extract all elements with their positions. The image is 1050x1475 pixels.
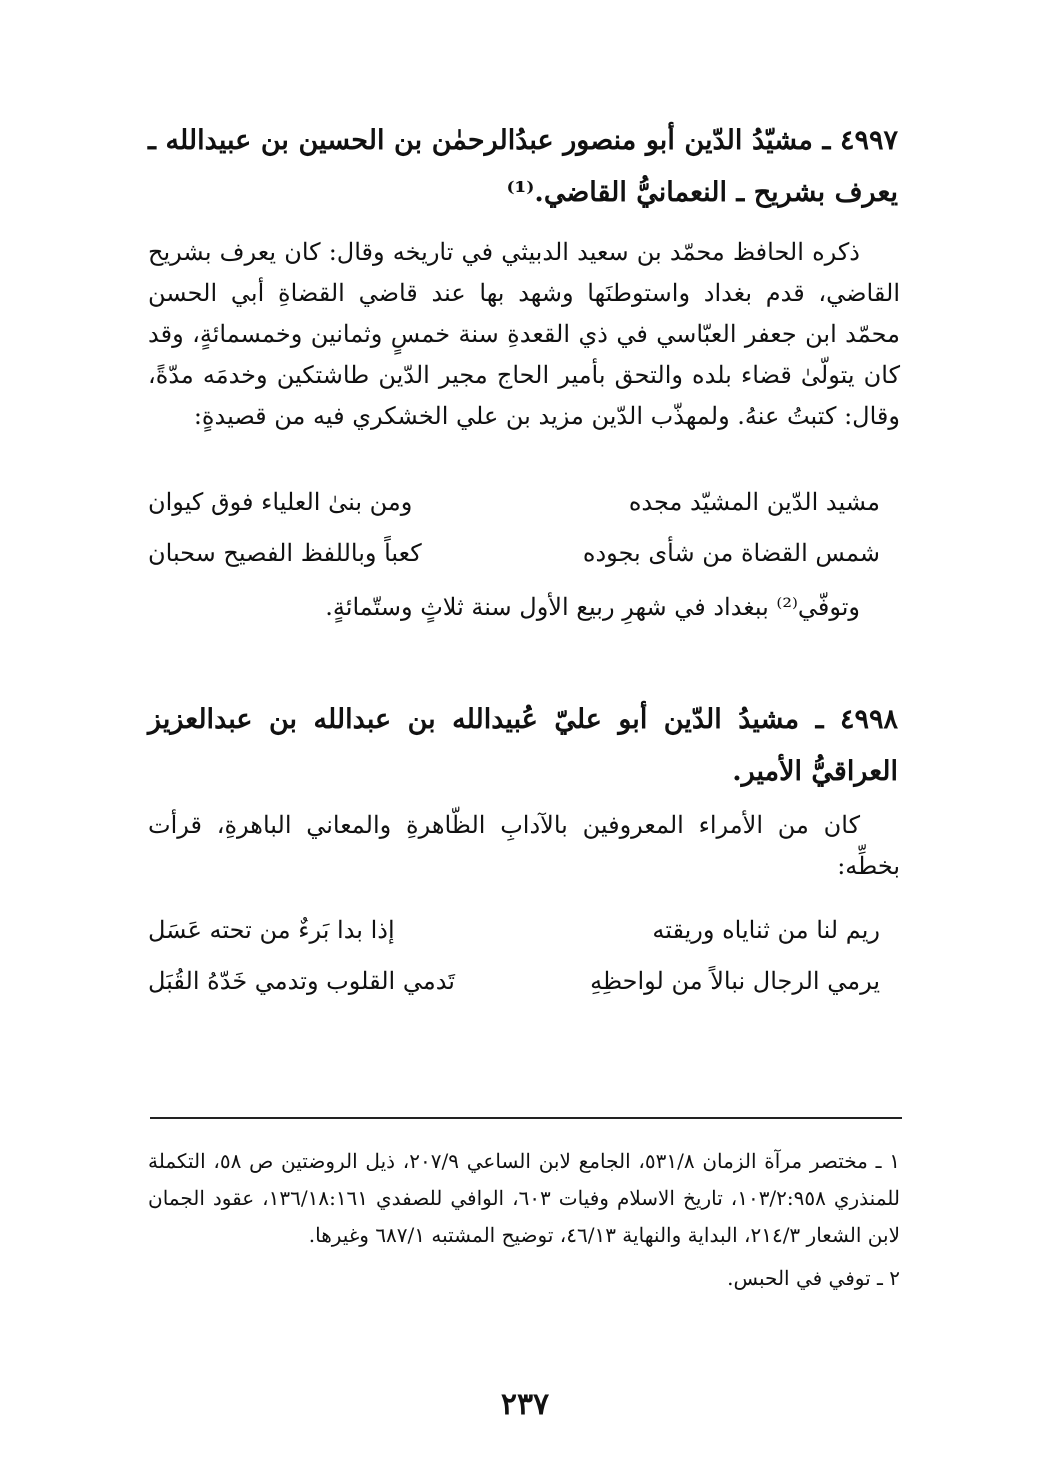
footnote-1: ١ ـ مختصر مرآة الزمان ٥٣١/٨، الجامع لابن الساعي ٢٠٧/٩، ذيل الروضتين ص ٥٨، التكملة للمنذري ١٠٣/٢:٩٥٨، تاريخ الاسلام وفيات ٦٠٣، الوافي للصفدي ١٣٦/١٨:١٦١، عقود الجمان لابن الشعار ٢١٤/٣، البداية والنهاية ٤٦/١٣، توضيح المشتبه ٦٨٧/١ وغيرها. <box>148 1149 900 1247</box>
entry-4998-heading: ٤٩٩٨ ـ مشيدُ الدّين أبو عليّ عُبيدالله بن عبدالله بن عبدالعزيز العراقيُّ الأمير. <box>148 704 898 787</box>
verse-first-hemistich: شمس القضاة من شأى بجوده <box>582 539 880 567</box>
verse-second-hemistich: تَدمي القلوب وتدمي خَدّهُ القُبَل <box>148 967 455 995</box>
verse-line <box>148 956 900 1007</box>
verse-line <box>148 477 900 528</box>
entry-4997-closing-text: وتوفّي⁽²⁾ ببغداد في شهرِ ربيع الأول سنة ثلاثٍ وستّمائةٍ. <box>325 593 860 621</box>
entry-4997-heading: ٤٩٩٧ ـ مشيّدُ الدّين أبو منصور عبدُالرحمٰن بن الحسين بن عبيدالله ـ يعرف بشريح ـ النعمانيُّ القاضي.⁽¹⁾ <box>148 125 898 208</box>
footnotes <box>148 1143 900 1297</box>
verse-line <box>148 905 900 956</box>
entry-4998-paragraph-text: كان من الأمراء المعروفين بالآدابِ الظّاهرةِ والمعاني الباهرةِ، قرأت بخطِّه: <box>148 811 900 880</box>
entry-4997-paragraph <box>148 232 900 437</box>
verse-line <box>148 528 900 579</box>
footnote-2: ٢ ـ توفي في الحبس. <box>727 1266 900 1290</box>
entry-4997-verses <box>148 477 900 579</box>
entry-4998-paragraph <box>148 805 900 887</box>
page-number: ٢٣٧ <box>500 1387 550 1422</box>
verse-first-hemistich: مشيد الدّين المشيّد مجده <box>628 488 880 516</box>
entry-4997-closing <box>260 587 860 628</box>
verse-second-hemistich: كعباً وباللفظ الفصيح سحبان <box>148 539 422 567</box>
verse-first-hemistich: يرمي الرجال نبالاً من لواحظِهِ <box>590 967 880 995</box>
entry-4998-verses <box>148 905 900 1007</box>
verse-second-hemistich: ومن بنىٰ العلياء فوق كيوان <box>148 488 413 516</box>
verse-second-hemistich: إذا بدا بَرءٌ من تحته عَسَل <box>148 916 395 944</box>
verse-first-hemistich: ريم لنا من ثناياه وريقته <box>652 916 880 944</box>
entry-4997-paragraph-text: ذكره الحافظ محمّد بن سعيد الدبيثي في تاريخه وقال: كان يعرف بشريح القاضي، قدم بغداد واستوطنَها وشهد بها عند قاضي القضاةِ أبي الحسن محمّد ابن جعفر العبّاسي في ذي القعدةِ سنة خمسٍ وثمانين وخمسمائةٍ، وقد كان يتولّىٰ قضاء بلده والتحق بأمير الحاج مجير الدّين طاشتكين وخدمَه مدّةً، وقال: كتبتُ عنهُ. ولمهذّب الدّين مزيد بن علي الخشكري فيه من قصيدةٍ: <box>148 238 900 430</box>
footnote-divider <box>150 1117 902 1119</box>
